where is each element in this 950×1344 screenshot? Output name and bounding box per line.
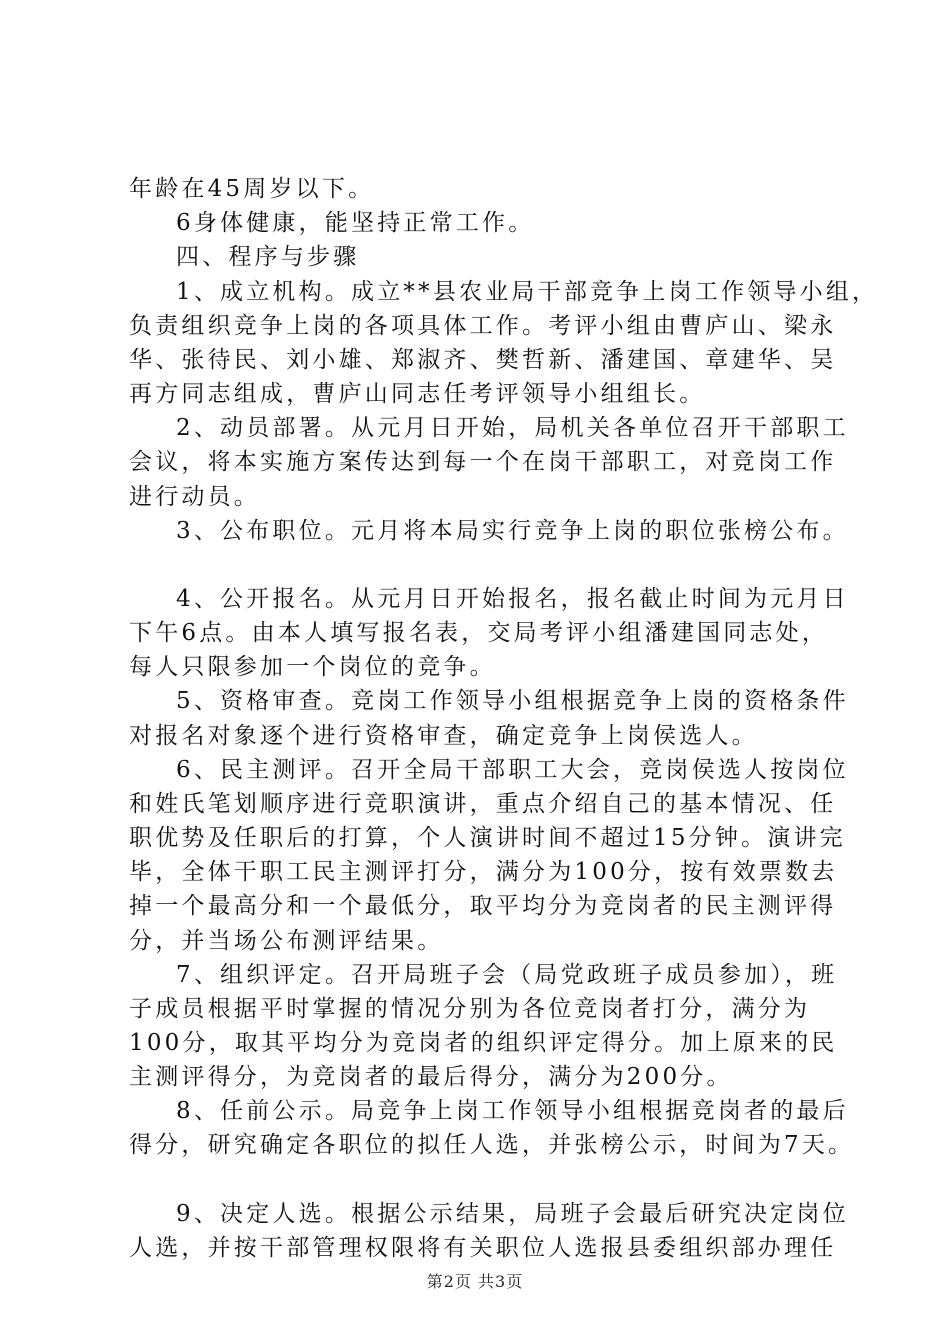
text-line: 会议，将本实施方案传达到每一个在岗干部职工，对竞岗工作 — [129, 449, 837, 475]
text-line: 和姓氏笔划顺序进行竞职演讲，重点介绍自己的基本情况、任 — [129, 791, 837, 817]
text-line: 人选，并按干部管理权限将有关职位人选报县委组织部办理任 — [129, 1235, 837, 1261]
text-line: 6、民主测评。召开全局干部职工大会，竞岗侯选人按岗位 — [176, 757, 849, 783]
text-line: 负责组织竞争上岗的各项具体工作。考评小组由曹庐山、梁永 — [129, 313, 837, 339]
text-line: 职优势及任职后的打算，个人演讲时间不超过15分钟。演讲完 — [129, 825, 846, 851]
text-line: 每人只限参加一个岗位的竞争。 — [129, 654, 496, 680]
page-number-footer: 第2页 共3页 — [426, 1272, 524, 1291]
text-line: 毕，全体干职工民主测评打分，满分为100分，按有效票数去 — [129, 859, 838, 885]
text-line: 3、公布职位。元月将本局实行竞争上岗的职位张榜公布。 — [176, 518, 849, 544]
text-line: 主测评得分，为竞岗者的最后得分，满分为200分。 — [129, 1064, 733, 1090]
text-line: 得分，研究确定各职位的拟任人选，并张榜公示，时间为7天。 — [129, 1132, 855, 1158]
text-line: 100分，取其平均分为竞岗者的组织评定得分。加上原来的民 — [129, 1030, 838, 1056]
text-line: 7、组织评定。召开局班子会（局党政班子成员参加），班 — [176, 962, 838, 988]
text-line: 1、成立机构。成立**县农业局干部竞争上岗工作领导小组， — [176, 279, 879, 305]
section-heading: 四、程序与步骤 — [176, 244, 360, 270]
text-line: 9、决定人选。根据公示结果，局班子会最后研究决定岗位 — [176, 1201, 849, 1227]
text-line: 8、任前公示。局竞争上岗工作领导小组根据竞岗者的最后 — [176, 1098, 849, 1124]
text-line: 4、公开报名。从元月日开始报名，报名截止时间为元月日 — [176, 586, 849, 612]
text-line: 对报名对象逐个进行资格审查，确定竞争上岗侯选人。 — [129, 723, 758, 749]
text-line: 5、资格审查。竞岗工作领导小组根据竞争上岗的资格条件 — [176, 688, 849, 714]
text-line: 2、动员部署。从元月日开始，局机关各单位召开干部职工 — [176, 415, 849, 441]
text-line: 掉一个最高分和一个最低分，取平均分为竞岗者的民主测评得 — [129, 893, 837, 919]
text-line: 子成员根据平时掌握的情况分别为各位竞岗者打分，满分为 — [129, 996, 811, 1022]
text-line: 6身体健康，能坚持正常工作。 — [176, 210, 535, 236]
text-line: 进行动员。 — [129, 484, 260, 510]
text-line: 年龄在45周岁以下。 — [129, 176, 375, 202]
text-line: 下午6点。由本人填写报名表，交局考评小组潘建国同志处， — [129, 620, 829, 646]
text-line: 分，并当场公布测评结果。 — [129, 928, 444, 954]
text-line: 华、张待民、刘小雄、郑淑齐、樊哲新、潘建国、章建华、吴 — [129, 347, 837, 373]
text-line: 再方同志组成，曹庐山同志任考评领导小组组长。 — [129, 381, 706, 407]
